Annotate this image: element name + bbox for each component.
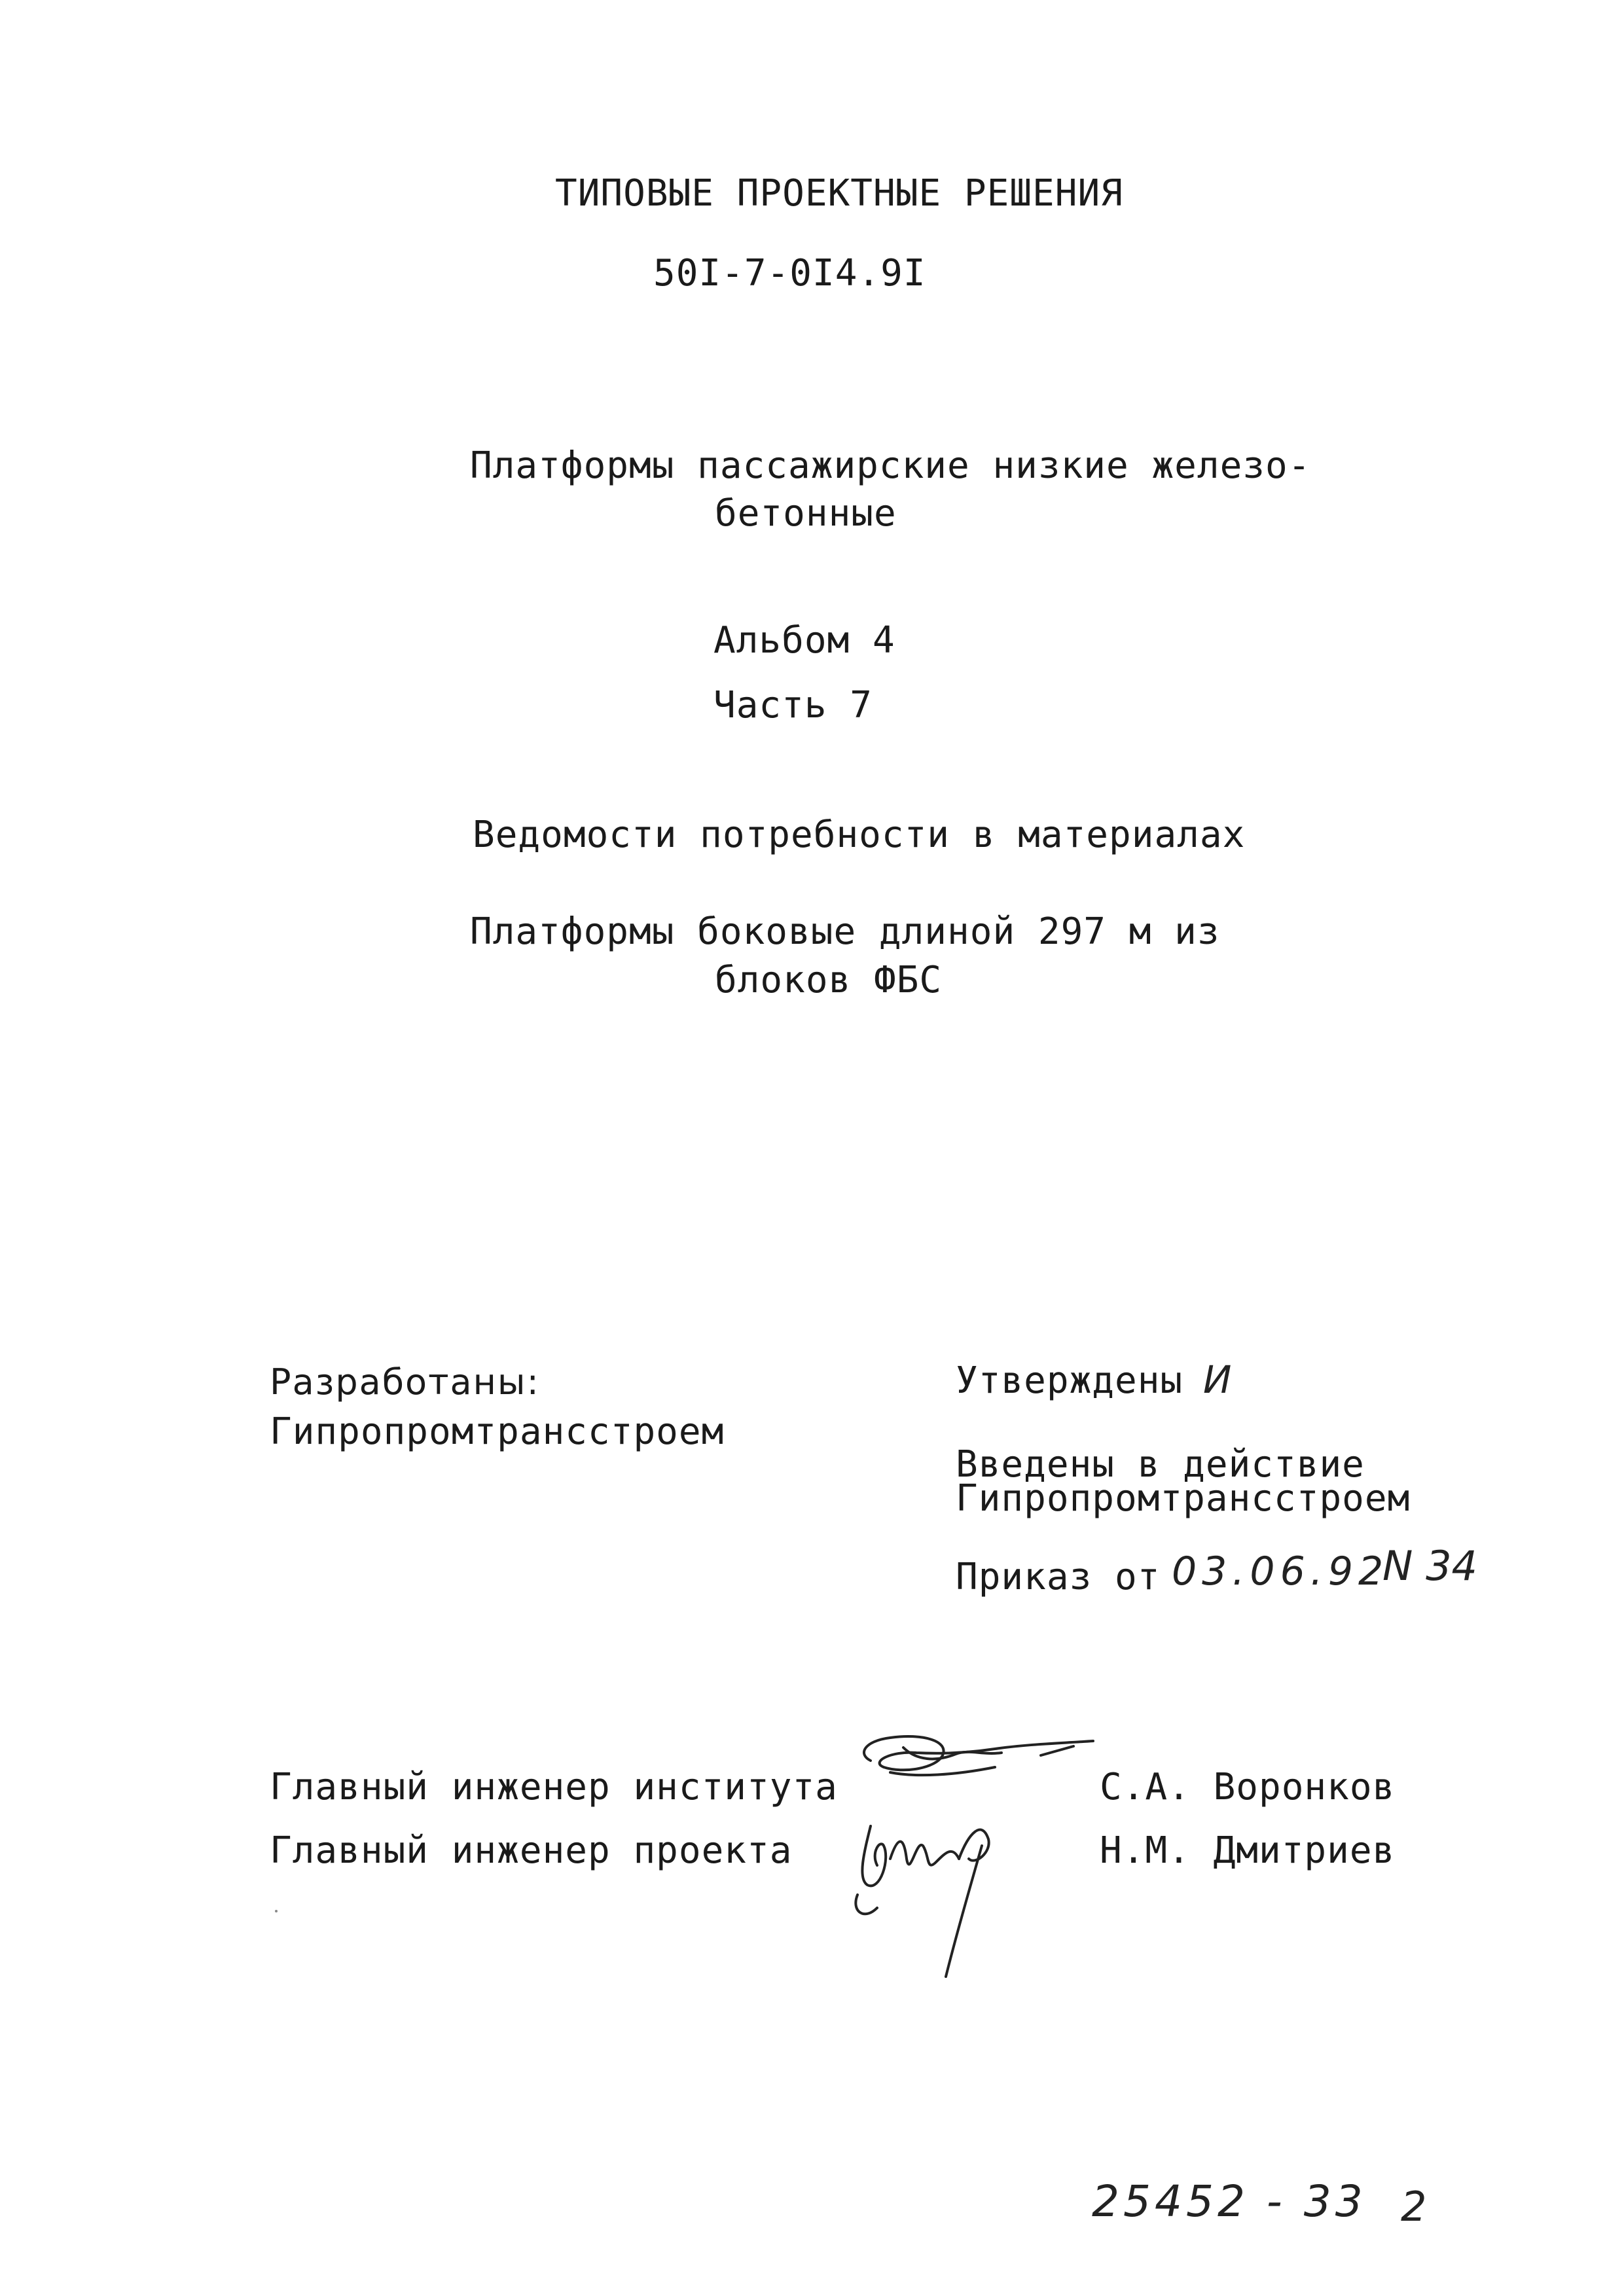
series-title: ТИПОВЫЕ ПРОЕКТНЫЕ РЕШЕНИЯ <box>555 172 1123 215</box>
signature-role-2: Главный инженер проекта <box>270 1829 793 1872</box>
developed-org: Гипропромтрансстроем <box>270 1410 725 1453</box>
order-number: N 34 <box>1382 1542 1477 1590</box>
section-subtitle-line-1: Платформы боковые длиной 297 м из <box>470 910 1220 953</box>
signature-name-1: С.А. Воронков <box>1100 1766 1396 1808</box>
signature-role-1: Главный инженер института <box>270 1766 838 1808</box>
section-subtitle-line-2: блоков ФБС <box>715 959 943 1001</box>
signature-name-2: Н.М. Дмитриев <box>1100 1829 1396 1872</box>
page-number: 2 <box>1401 2183 1427 2231</box>
subject-line-1: Платформы пассажирские низкие железо- <box>470 444 1311 487</box>
inventory-number: 25452 - 33 <box>1092 2176 1367 2227</box>
developed-label: Разработаны: <box>270 1361 540 1403</box>
subject-line-2: бетонные <box>715 492 897 535</box>
scan-speck <box>275 1910 278 1912</box>
signature-dmitriev-image <box>818 1780 1054 1990</box>
series-code: 50I-7-0I4.9I <box>653 252 926 295</box>
approved-mark: И <box>1203 1357 1232 1402</box>
part-label: Часть 7 <box>713 684 873 726</box>
album-label: Альбом 4 <box>713 619 895 662</box>
introduced-line-2: Гипропромтрансстроем <box>956 1477 1411 1520</box>
order-date: 03.06.92 <box>1172 1549 1389 1594</box>
approved-label: Утверждены <box>956 1359 1183 1402</box>
introduced-line-1: Введены в действие <box>956 1443 1365 1486</box>
section-title: Ведомости потребности в материалах <box>473 814 1246 856</box>
order-label: Приказ от <box>956 1556 1161 1598</box>
